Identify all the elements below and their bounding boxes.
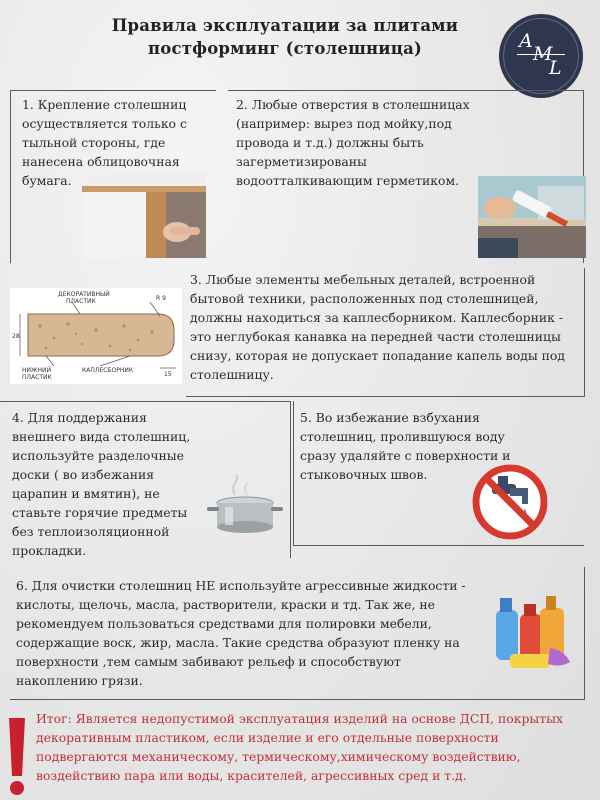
rule-3-diagram [10, 288, 182, 384]
logo-letter-a: A [519, 30, 533, 52]
diagram-radius-label: R 9 [156, 295, 166, 302]
rule-5-no-water-icon [470, 462, 550, 542]
diagram-width-label: 15 [164, 371, 172, 378]
diagram-bottom-label-1: НИЖНИЙ [22, 367, 51, 374]
rule-2-text: 2. Любые отверстия в столешницах (например: вырез под мойку,под провода и т.д.) должны быть загерметизированы водоотталкивающим герметиком. [236, 97, 470, 188]
title-line-2: постформинг (столешница) [147, 39, 423, 58]
footer-warning-text: Итог: Является недопустимой эксплуатация изделий на основе ДСП, покрытых декоративным пластиком, если изделие и его отдельные поверхности подвергаются механическому, термическому,химическому воздействию, воздействию пара или воды, красителей, агрессивных сред и т.д. [36, 711, 563, 783]
rule-6-chemicals-image [490, 592, 574, 672]
title-line-1: Правила эксплуатации за плитами [111, 16, 459, 35]
diagram-drip-label: КАПЛЕСБОРНИК [82, 367, 134, 374]
diagram-decor-label: ДЕКОРАТИВНЫЙ [58, 291, 110, 298]
diagram-plastic-label: ПЛАСТИК [66, 298, 96, 305]
brand-logo [499, 14, 583, 98]
rule-4-hot-pot-image [205, 475, 285, 537]
exclamation-icon [6, 716, 28, 798]
logo-letter-m: M [533, 43, 553, 65]
diagram-bottom-label-2: ПЛАСТИК [22, 374, 52, 381]
logo-letter-l: L [549, 57, 562, 79]
diagram-height-label: 28 [12, 333, 20, 340]
rule-2-photo [478, 176, 586, 258]
rule-1-text: 1. Крепление столешниц осуществляется только с тыльной стороны, где нанесена облицовочная бумага. [22, 97, 187, 188]
page-title [95, 14, 475, 60]
rule-4-text: 4. Для поддержания внешнего вида столешниц, используйте разделочные доски ( во избежания царапин и вмятин), не ставьте горячие предметы без теплоизоляционной прокладки. [12, 410, 191, 558]
rule-6-text: 6. Для очистки столешниц НЕ используйте агрессивные жидкости - кислоты, щелочь, масла, растворители, краски и тд. Так же, не рекомендуем пользоваться средствами для полировки мебели, содержащие воск, жир, масла. Такие средства образуют пленку на поверхности ,тем самым забивают рельеф и способствуют накоплению грязи. [16, 578, 466, 688]
rule-3-text: 3. Любые элементы мебельных деталей, встроенной бытовой техники, расположенных под столешницей, должны находиться за каплесборником. Каплесборник - это неглубокая канавка на передней части столешницы снизу, которая не допускает попадание капель воды под столешницу. [190, 272, 565, 382]
rule-5-text: 5. Во избежание взбухания столешниц, пролившуюся воду сразу удаляйте с поверхности и стыковочных швов. [300, 410, 511, 482]
rule-1-photo [82, 172, 206, 258]
